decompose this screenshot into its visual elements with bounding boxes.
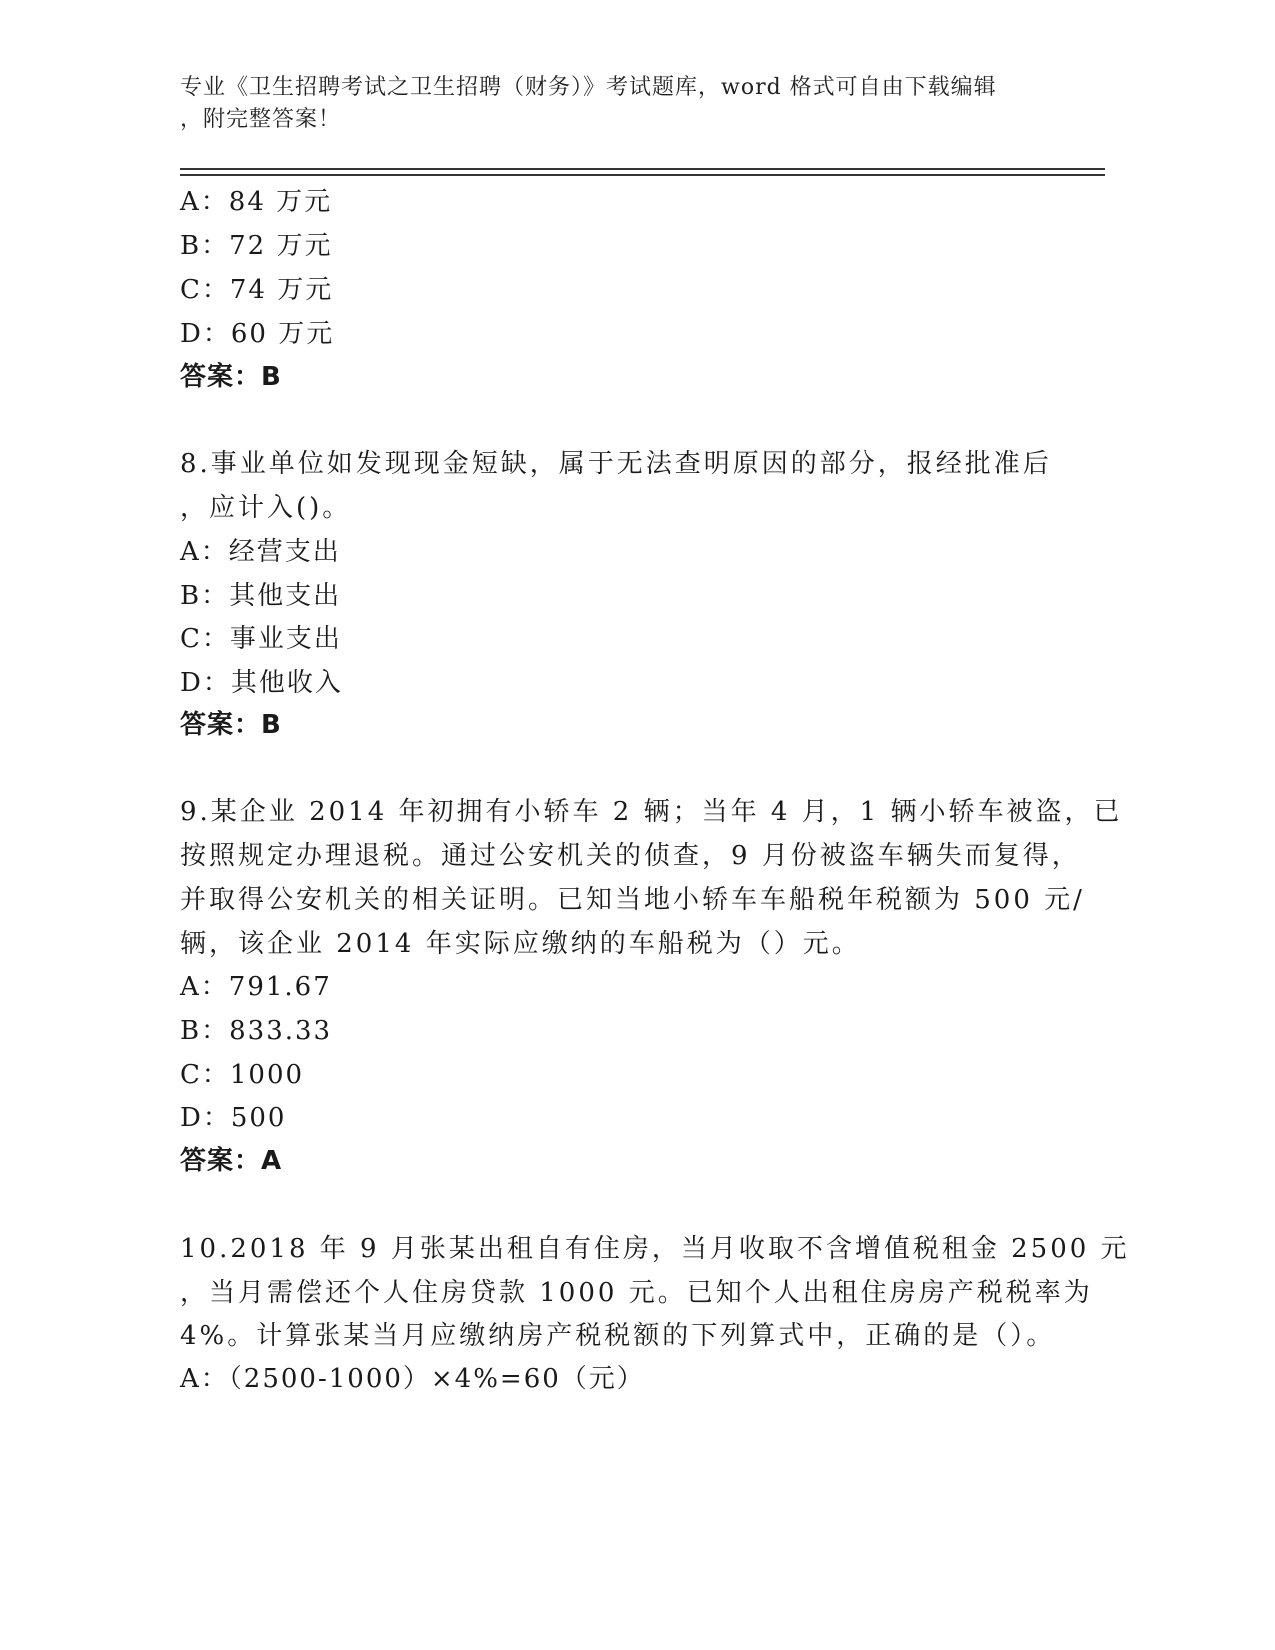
q9-stem-line-4: 辆，该企业 2014 年实际应缴纳的车船税为（）元。 (180, 929, 861, 959)
header-line-2: ，附完整答案！ (180, 107, 342, 132)
q8-option-b: B：其他支出 (180, 581, 342, 611)
q9-stem-line-2: 按照规定办理退税。通过公安机关的侦查，9 月份被盗车辆失而复得， (180, 841, 1081, 871)
q8-answer: 答案：B (180, 710, 282, 740)
q9-option-a: A：791.67 (180, 972, 332, 1002)
header-rule-bottom (180, 174, 1105, 176)
q8-option-c: C：事业支出 (180, 624, 342, 654)
q9-answer: 答案：A (180, 1146, 283, 1176)
q9-stem-line-1: 9.某企业 2014 年初拥有小轿车 2 辆；当年 4 月，1 辆小轿车被盗，已 (180, 797, 1123, 827)
q7-option-b: B：72 万元 (180, 231, 333, 261)
q8-stem-line-1: 8.事业单位如发现现金短缺，属于无法查明原因的部分，报经批准后 (180, 449, 1052, 479)
q10-stem-line-1: 10.2018 年 9 月张某出租自有住房，当月收取不含增值税租金 2500 元 (180, 1234, 1130, 1264)
q7-option-c: C：74 万元 (180, 275, 334, 305)
header-rule-top (180, 168, 1105, 170)
q9-option-d: D：500 (180, 1103, 287, 1133)
q9-option-c: C：1000 (180, 1060, 305, 1090)
document-header (180, 72, 1060, 136)
q9-option-b: B：833.33 (180, 1016, 333, 1046)
q10-stem-line-2: ，当月需偿还个人住房贷款 1000 元。已知个人出租住房房产税税率为 (180, 1278, 1093, 1308)
q8-stem-line-2: ，应计入()。 (180, 493, 352, 523)
q8-option-d: D：其他收入 (180, 668, 343, 698)
q7-option-a: A：84 万元 (180, 187, 333, 217)
q7-answer: 答案：B (180, 362, 282, 392)
q7-option-d: D：60 万元 (180, 319, 335, 349)
q10-option-a: A：（2500-1000）×4%=60（元） (180, 1364, 645, 1394)
q8-option-a: A：经营支出 (180, 537, 341, 567)
header-line-1: 专业《卫生招聘考试之卫生招聘（财务）》考试题库，word 格式可自由下载编辑 (180, 75, 997, 100)
q9-stem-line-3: 并取得公安机关的相关证明。已知当地小轿车车船税年税额为 500 元/ (180, 885, 1085, 915)
q10-stem-line-3: 4%。计算张某当月应缴纳房产税税额的下列算式中，正确的是（）。 (180, 1321, 1056, 1351)
